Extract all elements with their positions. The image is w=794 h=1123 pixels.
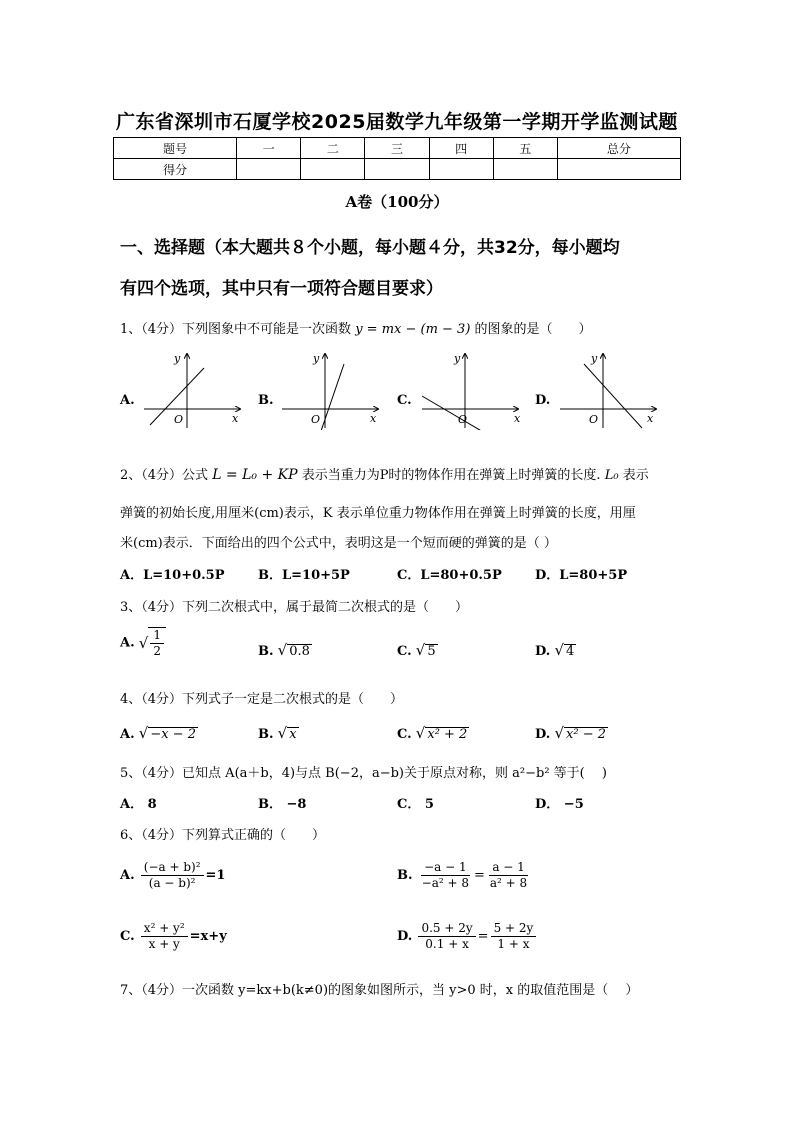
score-header-cell: 题号 <box>114 138 237 159</box>
q5-option-d: D． −5 <box>535 797 584 812</box>
q2-l0: L₀ <box>604 468 619 483</box>
score-header-cell: 总分 <box>557 138 680 159</box>
question-2-stem-line3: 米(cm)表示．下面给出的四个公式中，表明这是一个短而硬的弹簧的是（ ） <box>120 536 557 551</box>
q3-option-b: B. √ 0.8 <box>258 641 310 659</box>
q4-c-radicand: x² + 2 <box>427 727 468 742</box>
q6-d-right-denominator: 1 + x <box>497 937 530 951</box>
q6-c-denominator: x + y <box>148 937 180 951</box>
q3-option-d-label: D. <box>535 644 551 659</box>
q4-option-c: C. √ x² + 2 <box>397 724 468 742</box>
q1-formula: y = mx − (m − 3) <box>355 322 471 337</box>
q3-d-radicand: 4 <box>566 644 575 659</box>
q4-option-d-label: D. <box>535 727 551 742</box>
q5-option-a: A． 8 <box>120 797 157 812</box>
q1-option-b-label: B. <box>258 393 274 408</box>
q6-b-left-numerator: −a − 1 <box>421 860 470 876</box>
q1-graph-a <box>140 350 245 430</box>
score-cell[interactable] <box>493 159 557 180</box>
score-cell[interactable] <box>365 159 429 180</box>
question-1-stem <box>120 318 592 337</box>
q2-end: 表示 <box>622 468 649 483</box>
score-header-cell: 三 <box>365 138 429 159</box>
q2-mid: 表示当重力为P时的物体作用在弹簧上时弹簧的长度. <box>301 468 601 483</box>
q6-a-numerator: (−a + b)² <box>141 860 204 876</box>
q6-option-a-label: A. <box>120 868 135 883</box>
q6-option-b-label: B. <box>397 868 413 883</box>
x-axis-label: x <box>647 412 654 425</box>
q1-graph-d <box>556 350 661 430</box>
function-line <box>320 364 344 430</box>
q2-formula: L = L₀ + KP <box>212 467 298 483</box>
score-cell[interactable] <box>429 159 493 180</box>
y-axis-label: y <box>174 352 181 365</box>
q6-d-right-numerator: 5 + 2y <box>491 921 537 937</box>
origin-label: O <box>174 413 184 426</box>
q6-d-left-numerator: 0.5 + 2y <box>418 921 475 937</box>
q4-option-b: B. √ x <box>258 724 297 742</box>
q1-graph-c <box>418 350 523 430</box>
q5-option-c: C． 5 <box>397 797 434 812</box>
question-2-stem-line2: 弹簧的初始长度,用厘米(cm)表示，K 表示单位重力物体作用在弹簧上时弹簧的长度，用厘 <box>120 506 636 521</box>
q6-option-c <box>120 921 227 952</box>
q6-a-denominator: (a − b)² <box>148 876 196 890</box>
q6-b-right-numerator: a − 1 <box>489 860 527 876</box>
q6-d-left-denominator: 0.1 + x <box>425 937 469 951</box>
y-axis-label: y <box>454 352 461 365</box>
q3-b-radicand: 0.8 <box>289 644 310 659</box>
q2-prefix: 2、（4分）公式 <box>120 468 209 483</box>
q1-option-d-label: D. <box>535 393 551 408</box>
question-4-stem: 4、（4分）下列式子一定是二次根式的是（ ） <box>120 692 404 707</box>
function-line <box>422 396 490 430</box>
origin-label: O <box>311 413 321 426</box>
q6-c-numerator: x² + y² <box>141 921 188 937</box>
question-6-stem: 6、（4分）下列算式正确的（ ） <box>120 828 326 843</box>
question-3-stem: 3、（4分）下列二次根式中，属于最简二次根式的是（ ） <box>120 600 469 615</box>
q6-c-result: =x+y <box>189 929 227 944</box>
origin-label: O <box>458 413 468 426</box>
q3-a-numerator: 1 <box>150 628 164 644</box>
score-row-label: 得分 <box>114 159 237 180</box>
q3-option-a-label: A. <box>120 635 135 651</box>
q4-b-radicand: x <box>289 727 297 742</box>
exam-title: 广东省深圳市石厦学校2025届数学九年级第一学期开学监测试题 <box>116 111 678 133</box>
score-cell[interactable] <box>557 159 680 180</box>
q2-option-c: C．L=80+0.5P <box>397 568 502 583</box>
q1-suffix: 的图象的是（ ） <box>474 322 592 337</box>
q1-option-c-label: C. <box>397 393 412 408</box>
q3-a-denominator: 2 <box>153 644 161 658</box>
q2-option-a: A．L=10+0.5P <box>120 568 225 583</box>
score-header-cell: 四 <box>429 138 493 159</box>
q5-option-b: B． −8 <box>258 797 307 812</box>
q1-prefix: 1、（4分）下列图象中不可能是一次函数 <box>120 322 352 337</box>
q6-option-c-label: C. <box>120 929 135 944</box>
y-axis-label: y <box>591 352 598 365</box>
q4-a-radicand: −x − 2 <box>150 727 196 742</box>
q3-option-a: A. √ $\frac{1}{2}$ <box>120 627 166 659</box>
origin-label: O <box>589 413 599 426</box>
score-table-score-row <box>114 159 681 180</box>
q6-option-b: B. $\frac{-a - 1}{\text{−a² + 8}}$ = $\frac{a - 1}{\text{a² + 8}}$ <box>397 860 532 891</box>
part1-heading-line1: 一、选择题（本大题共８个小题，每小题４分，共32分，每小题均 <box>120 238 620 258</box>
q3-c-radicand: 5 <box>427 644 436 659</box>
q3-option-d: D. √ 4 <box>535 641 575 659</box>
q1-option-a-label: A. <box>120 393 135 408</box>
score-table-header-row <box>114 138 681 159</box>
score-header-cell: 二 <box>301 138 365 159</box>
q6-option-d-label: D. <box>397 929 413 944</box>
score-header-cell: 一 <box>237 138 301 159</box>
q3-option-c-label: C. <box>397 644 412 659</box>
question-5-stem: 5、（4分）已知点 A(a＋b，4)与点 B(−2，a−b)关于原点对称，则 a²−b² 等于( ) <box>120 766 607 781</box>
score-cell[interactable] <box>237 159 301 180</box>
question-7-stem: 7、（4分）一次函数 y=kx+b(k≠0)的图象如图所示，当 y>0 时，x 的取值范围是（ ） <box>120 983 639 998</box>
score-cell[interactable] <box>301 159 365 180</box>
question-2-stem-line1 <box>120 464 649 483</box>
x-axis-label: x <box>232 412 239 425</box>
q4-option-a: A. √ −x − 2 <box>120 724 196 742</box>
q4-d-radicand: x² − 2 <box>566 727 607 742</box>
x-axis-label: x <box>370 412 377 425</box>
y-axis-label: y <box>313 352 320 365</box>
q6-option-a <box>120 860 225 891</box>
q6-b-left-denominator: −a² + 8 <box>421 876 469 890</box>
score-header-cell: 五 <box>493 138 557 159</box>
q3-option-b-label: B. <box>258 644 274 659</box>
q6-a-result: =1 <box>205 868 226 883</box>
section-a-heading: A卷（100分） <box>345 193 449 211</box>
q4-option-b-label: B. <box>258 727 274 742</box>
x-axis-label: x <box>514 412 521 425</box>
q1-graph-b <box>278 350 383 430</box>
q2-option-b: B．L=10+5P <box>258 568 350 583</box>
part1-heading-line2: 有四个选项，其中只有一项符合题目要求） <box>120 279 443 299</box>
q3-option-c: C. √ 5 <box>397 641 436 659</box>
score-table <box>113 137 681 180</box>
q6-b-right-denominator: a² + 8 <box>489 876 528 890</box>
q4-option-d: D. √ x² − 2 <box>535 724 607 742</box>
q6-option-d: D. $\frac{0.5 + 2y}{0.1 + x}$ = $\frac{5 + 2y}{1 + x}$ <box>397 921 538 952</box>
q4-option-a-label: A. <box>120 727 135 742</box>
q4-option-c-label: C. <box>397 727 412 742</box>
q2-option-d: D．L=80+5P <box>535 568 628 583</box>
